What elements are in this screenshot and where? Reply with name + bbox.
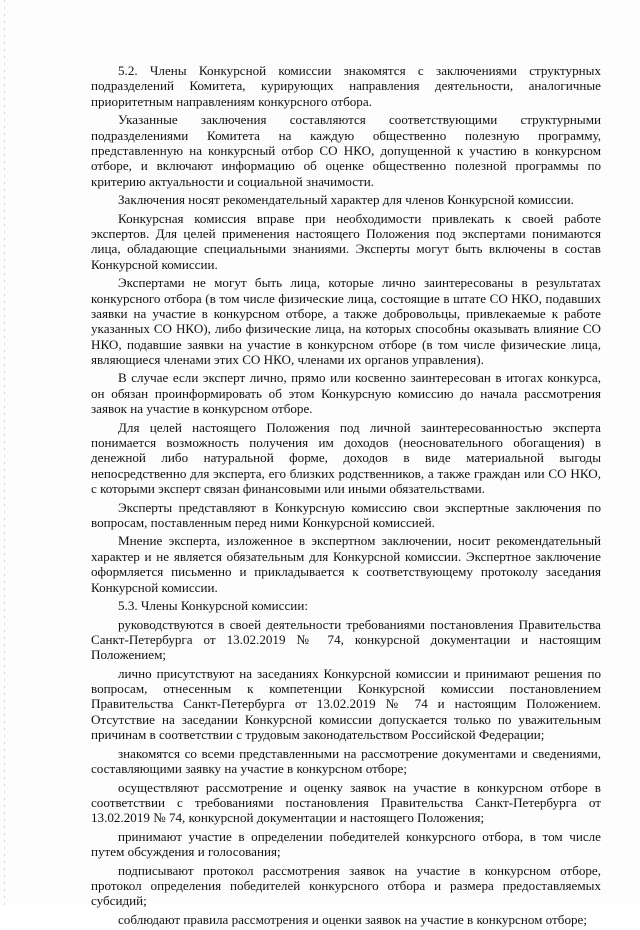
list-item-review-documents: знакомятся со всеми представленными на рассмотрение документами и сведениями, составляющими заявку на участие в конкурсном отборе; [91, 745, 601, 777]
scan-edge-line [4, 0, 5, 905]
paragraph-advisory: Заключения носят рекомендательный характер для членов Конкурсной комиссии. [118, 192, 574, 208]
paragraph-expert-interest: В случае если эксперт лично, прямо или косвенно заинтересован в итогах конкурса, он обязан проинформировать об этом Конкурсную комиссию до начала рассмотрения заявок на участие в конкурсном отборе. [91, 370, 601, 417]
paragraph-opinion-nature: Мнение эксперта, изложенное в экспертном заключении, носит рекомендательный характер и не является обязательным для Конкурсной комиссии. Экспертное заключение оформляется письменно и прикладывается к соответствующему протоколу заседания Конкурсной комиссии. [91, 533, 601, 595]
paragraph-expert-opinions: Эксперты представляют в Конкурсную комиссию свои экспертные заключения по вопросам, поставленным перед ними Конкурсной комиссией. [91, 499, 601, 530]
list-item-evaluate: осуществляют рассмотрение и оценку заявок на участие в конкурсном отборе в соответствии с требованиями постановления Правительства Санкт-Петербурга от 13.02.2019 № 74, конкурсной документации и настоящего Положения; [91, 779, 601, 826]
list-item-determine-winners: принимают участие в определении победителей конкурсного отбора, в том числе путем обсуждения и голосования; [91, 828, 601, 860]
paragraph-experts: Конкурсная комиссия вправе при необходимости привлекать к своей работе экспертов. Для целей применения настоящего Положения под экспертами понимаются лица, обладающие специальными знаниями. Эксперты могут быть включены в состав Конкурсной комиссии. [91, 210, 601, 272]
paragraph-5-2: 5.2. Члены Конкурсной комиссии знакомятся с заключениями структурных подразделений Комитета, курирующих направления деятельности, аналогичные приоритетным направлениям конкурсного отбора. [91, 63, 601, 109]
list-item-guided: руководствуются в своей деятельности требованиями постановления Правительства Санкт-Петербурга от 13.02.2019 № 74, конкурсной документации и настоящим Положением; [91, 616, 601, 663]
paragraph-5-3: 5.3. Члены Конкурсной комиссии: [118, 598, 308, 614]
list-item-sign-protocols: подписывают протокол рассмотрения заявок на участие в конкурсном отборе, протокол определения победителей конкурсного отбора и размера предоставляемых субсидий; [91, 862, 601, 909]
document-text [91, 63, 601, 930]
paragraph-interest-definition: Для целей настоящего Положения под личной заинтересованностью эксперта понимается возможность получения им доходов (неосновательного обогащения) в денежной либо натуральной форме, доходов в виде материальной выгоды непосредственно для эксперта, его близких родственников, а также граждан или СО НКО, с которыми эксперт связан финансовыми или иными обязательствами. [91, 419, 601, 497]
list-item-observe-rules: соблюдают правила рассмотрения и оценки заявок на участие в конкурсном отборе; [118, 911, 587, 927]
paragraph-conclusions: Указанные заключения составляются соответствующими структурными подразделениями Комитета на каждую общественно полезную программу, представленную на конкурсный отбор СО НКО, допущенной к участию в конкурсном отборе, и включают информацию об оценке общественно полезной программы по критерию актуальности и социальной значимости. [91, 112, 601, 189]
paragraph-expert-restrictions: Экспертами не могут быть лица, которые лично заинтересованы в результатах конкурсного отбора (в том числе физические лица, состоящие в штате СО НКО, подавших заявки на участие в конкурсном отборе, а также добровольцы, привлекаемые к работе указанных СО НКО), либо физические лица, на которых способны оказывать влияние СО НКО, подавшие заявки на участие в конкурсном отборе (в том числе физические лица, являющиеся членами этих СО НКО, членами их органов управления). [91, 275, 601, 367]
list-item-attend: лично присутствуют на заседаниях Конкурсной комиссии и принимают решения по вопросам, отнесенным к компетенции Конкурсной комиссии постановлением Правительства Санкт-Петербурга от 13.02.2019 № 74 и настоящим Положением. Отсутствие на заседании Конкурсной комиссии допускается только по уважительным причинам в соответствии с трудовым законодательством Российской Федерации; [91, 665, 601, 743]
